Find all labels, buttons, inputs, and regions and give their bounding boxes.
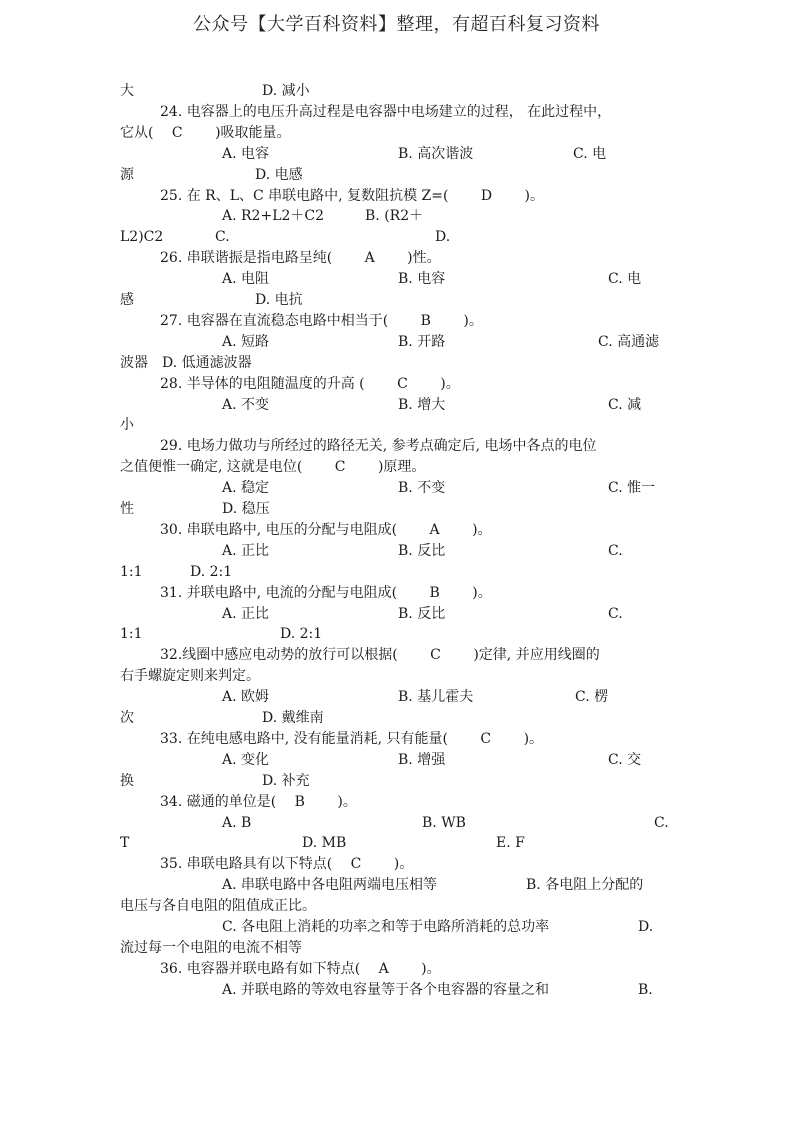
text-segment: 性 (120, 501, 134, 517)
text-segment: B. (R2＋ (365, 208, 424, 225)
text-segment: 感 (120, 292, 134, 308)
text-segment: D. 2:1 (190, 563, 233, 580)
text-segment: D. 电抗 (255, 292, 303, 308)
text-segment: C. 交 (608, 751, 642, 768)
page-header: 公众号【大学百科资料】整理，有超百科复习资料 (193, 14, 600, 35)
text-segment: B. 开路 (398, 333, 446, 350)
text-line (0, 624, 793, 645)
text-segment: C. 电 (573, 145, 607, 162)
text-line (0, 395, 793, 416)
text-segment: 换 (120, 772, 134, 789)
text-segment: A. 变化 (222, 751, 270, 768)
text-segment: 右手螺旋定则来判定。 (120, 668, 260, 685)
text-line (0, 604, 793, 625)
text-segment: D. MB (302, 835, 347, 852)
text-segment: 26. 串联谐振是指电路呈纯( A )性。 (160, 250, 441, 267)
text-segment: 1:1 (120, 626, 143, 643)
text-segment: A. 并联电路的等效电容量等于各个电容器的容量之和 (222, 981, 550, 998)
text-line (0, 771, 793, 792)
text-line (0, 499, 793, 520)
text-line (0, 875, 793, 896)
text-line (0, 144, 793, 165)
text-line (0, 227, 793, 248)
text-segment: T (120, 835, 130, 852)
text-segment: C. 楞 (575, 689, 609, 706)
text-segment: C. (608, 605, 623, 622)
text-segment: 1:1 (120, 563, 143, 580)
text-segment: E. F (496, 835, 525, 852)
text-line (0, 520, 793, 541)
text-segment: D. 补充 (262, 772, 310, 789)
text-line (0, 854, 793, 875)
text-segment: 流过每一个电阻的电流不相等 (120, 939, 302, 956)
text-segment: A. 正比 (222, 605, 270, 622)
text-line (0, 750, 793, 771)
text-segment: 32.线圈中感应电动势的放行可以根据( C )定律, 并应用线圈的 (160, 647, 600, 664)
text-segment: D. 稳压 (222, 501, 270, 517)
text-segment: 波器 D. 低通滤波器 (120, 354, 252, 371)
text-line (0, 792, 793, 813)
text-line (0, 374, 793, 395)
text-line (0, 269, 793, 290)
text-segment: A. B (222, 814, 252, 831)
text-segment: D. 减小 (262, 83, 310, 99)
text-line (0, 917, 793, 938)
text-line (0, 415, 793, 436)
text-segment: A. 串联电路中各电阻两端电压相等 (222, 877, 438, 894)
text-segment: 电压与各自电阻的阻值成正比。 (120, 898, 316, 915)
text-segment: A. 稳定 (222, 480, 270, 497)
text-segment: D. 戴维南 (262, 710, 324, 726)
text-segment: 36. 电容器并联电路有如下特点( A )。 (160, 960, 441, 977)
text-segment: C. 各电阻上消耗的功率之和等于电路所消耗的总功率 (222, 919, 550, 935)
text-line (0, 311, 793, 332)
text-line (0, 290, 793, 311)
text-segment: 27. 电容器在直流稳态电路中相当于( B )。 (160, 312, 483, 329)
text-segment: 25. 在 R、L、C 串联电路中, 复数阻抗模 Z=( D )。 (160, 187, 545, 204)
text-segment: 30. 串联电路中, 电压的分配与电阻成( A )。 (160, 521, 492, 538)
text-segment: C. 惟一 (608, 480, 656, 497)
text-segment: B. 不变 (398, 480, 446, 497)
text-segment: 次 (120, 710, 134, 726)
text-segment: 33. 在纯电感电路中, 没有能量消耗, 只有能量( C )。 (160, 730, 544, 747)
text-line (0, 478, 793, 499)
text-line (0, 813, 793, 834)
text-line (0, 541, 793, 562)
text-line (0, 666, 793, 687)
text-segment: B. 增强 (398, 751, 446, 768)
text-line (0, 938, 793, 959)
text-line (0, 896, 793, 917)
text-segment: A. 电阻 (222, 271, 270, 288)
text-line (0, 959, 793, 980)
text-line (0, 353, 793, 374)
text-segment: B. 高次谐波 (398, 145, 474, 162)
text-segment: D. (638, 919, 654, 935)
text-segment: D. 2:1 (280, 626, 323, 643)
text-line (0, 165, 793, 186)
text-segment: 大 (120, 83, 134, 99)
text-line (0, 645, 793, 666)
text-segment: A. 电容 (222, 145, 270, 162)
text-segment: D. (435, 229, 451, 246)
text-line (0, 457, 793, 478)
text-segment: 35. 串联电路具有以下特点( C )。 (160, 856, 414, 873)
text-segment: B. WB (422, 814, 466, 831)
text-segment: 之值便惟一确定, 这就是电位( C )原理。 (120, 459, 426, 476)
text-line (0, 980, 793, 1001)
text-line (0, 708, 793, 729)
text-segment: C. (215, 229, 230, 246)
text-segment: C. (608, 542, 623, 559)
text-line (0, 562, 793, 583)
text-segment: 31. 并联电路中, 电流的分配与电阻成( B )。 (160, 584, 492, 601)
text-segment: 源 (120, 166, 134, 183)
text-segment: A. 正比 (222, 542, 270, 559)
text-segment: D. 电感 (255, 166, 303, 183)
text-segment: A. 欧姆 (222, 689, 270, 706)
text-segment: 34. 磁通的单位是( B )。 (160, 793, 357, 810)
text-segment: B. 基儿霍夫 (398, 689, 474, 706)
text-line (0, 81, 793, 102)
text-segment: B. (638, 981, 653, 998)
text-segment: 小 (120, 417, 134, 434)
text-line (0, 186, 793, 207)
text-segment: 28. 半导体的电阻随温度的升高 ( C )。 (160, 375, 460, 392)
text-segment: 29. 电场力做功与所经过的路径无关, 参考点确定后, 电场中各点的电位 (160, 438, 597, 455)
text-segment: A. 不变 (222, 396, 270, 413)
text-segment: A. 短路 (222, 333, 270, 350)
text-segment: B. 各电阻上分配的 (526, 877, 644, 894)
text-segment: C. 高通滤 (598, 333, 660, 350)
text-segment: B. 增大 (398, 396, 446, 413)
text-line (0, 123, 793, 144)
text-line (0, 436, 793, 457)
text-segment: L2)C2 (120, 229, 164, 246)
text-line (0, 332, 793, 353)
text-line (0, 729, 793, 750)
text-segment: C. (654, 814, 669, 831)
text-line (0, 687, 793, 708)
text-segment: 24. 电容器上的电压升高过程是电容器中电场建立的过程， 在此过程中， (160, 103, 612, 120)
text-line (0, 833, 793, 854)
text-segment: B. 反比 (398, 605, 446, 622)
text-segment: A. R2+L2＋C2 (222, 208, 325, 225)
text-segment: C. 减 (608, 396, 642, 413)
text-segment: 它从( C )吸取能量。 (120, 124, 291, 141)
text-line (0, 583, 793, 604)
text-line (0, 206, 793, 227)
text-segment: B. 反比 (398, 542, 446, 559)
text-segment: C. 电 (608, 271, 642, 288)
text-segment: B. 电容 (398, 271, 446, 288)
text-line (0, 102, 793, 123)
text-line (0, 248, 793, 269)
